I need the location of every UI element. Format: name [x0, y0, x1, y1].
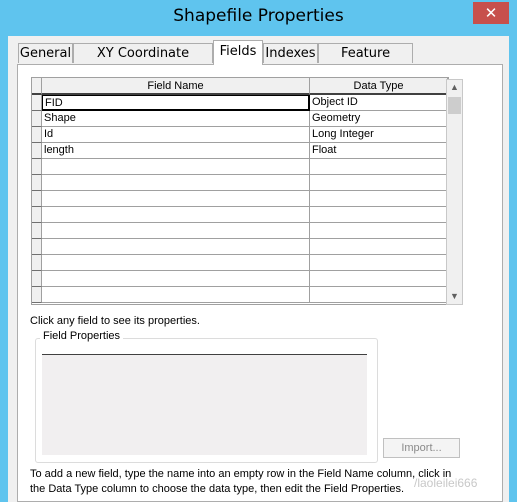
data-type-cell[interactable]	[310, 223, 448, 239]
data-type-cell[interactable]	[310, 287, 448, 303]
data-type-cell[interactable]	[310, 191, 448, 207]
data-type-cell[interactable]	[310, 175, 448, 191]
grid-vertical-scrollbar[interactable]	[446, 79, 463, 305]
fields-grid[interactable]	[31, 77, 449, 305]
row-selector[interactable]	[32, 255, 42, 271]
scroll-thumb[interactable]	[448, 97, 461, 114]
field-name-cell[interactable]	[42, 287, 310, 303]
data-type-cell[interactable]: Object ID	[310, 95, 448, 111]
row-selector[interactable]	[32, 143, 42, 159]
watermark-text: /laoleilei666	[414, 476, 478, 490]
row-selector[interactable]	[32, 207, 42, 223]
field-name-cell[interactable]	[42, 175, 310, 191]
tab-fields[interactable]: Fields	[213, 40, 263, 65]
window-title: Shapefile Properties	[173, 6, 344, 26]
help-text-line-1: To add a new field, type the name into an empty row in the Field Name column, click in	[30, 468, 452, 480]
field-name-cell[interactable]	[42, 159, 310, 175]
help-text-line-2: the Data Type column to choose the data type, then edit the Field Properties.	[30, 483, 405, 495]
title-bar	[0, 0, 517, 36]
row-selector[interactable]	[32, 239, 42, 255]
data-type-cell[interactable]	[310, 207, 448, 223]
field-hint-text: Click any field to see its properties.	[30, 315, 200, 327]
row-selector[interactable]	[32, 191, 42, 207]
row-selector[interactable]	[32, 127, 42, 143]
row-selector[interactable]	[32, 159, 42, 175]
data-type-cell[interactable]	[310, 255, 448, 271]
scroll-up-button[interactable]: ▲	[450, 82, 459, 92]
field-name-cell[interactable]: FID	[42, 95, 310, 111]
field-name-cell[interactable]: Shape	[42, 111, 310, 127]
data-type-cell[interactable]	[310, 159, 448, 175]
field-properties-legend: Field Properties	[40, 330, 123, 342]
tab-indexes[interactable]: Indexes	[263, 43, 318, 63]
field-name-cell[interactable]	[42, 255, 310, 271]
help-text	[30, 467, 455, 497]
close-button[interactable]: ✕	[473, 2, 509, 24]
tab-general[interactable]: General	[18, 43, 73, 63]
tab-feature-extent[interactable]: Feature	[318, 43, 413, 63]
grid-corner	[32, 78, 42, 95]
scroll-down-button[interactable]: ▼	[450, 291, 459, 301]
row-selector[interactable]	[32, 223, 42, 239]
row-selector[interactable]	[32, 111, 42, 127]
field-name-cell[interactable]	[42, 271, 310, 287]
field-properties-area	[42, 354, 367, 455]
data-type-cell[interactable]: Geometry	[310, 111, 448, 127]
field-name-cell[interactable]: Id	[42, 127, 310, 143]
fields-tab-panel	[17, 64, 503, 502]
tab-xy-coordinate-system[interactable]: XY Coordinate	[73, 43, 213, 63]
data-type-cell[interactable]: Long Integer	[310, 127, 448, 143]
data-type-cell[interactable]: Float	[310, 143, 448, 159]
field-name-cell[interactable]: length	[42, 143, 310, 159]
column-header-field-name[interactable]: Field Name	[42, 78, 310, 95]
row-selector[interactable]	[32, 95, 42, 111]
data-type-cell[interactable]	[310, 239, 448, 255]
data-type-cell[interactable]	[310, 271, 448, 287]
field-name-cell[interactable]	[42, 223, 310, 239]
dialog-body	[8, 36, 509, 502]
row-selector[interactable]	[32, 175, 42, 191]
field-name-cell[interactable]	[42, 207, 310, 223]
row-selector[interactable]	[32, 271, 42, 287]
row-selector[interactable]	[32, 287, 42, 303]
import-button[interactable]: Import...	[383, 438, 460, 458]
field-name-cell[interactable]	[42, 191, 310, 207]
field-name-cell[interactable]	[42, 239, 310, 255]
column-header-data-type[interactable]: Data Type	[310, 78, 448, 95]
